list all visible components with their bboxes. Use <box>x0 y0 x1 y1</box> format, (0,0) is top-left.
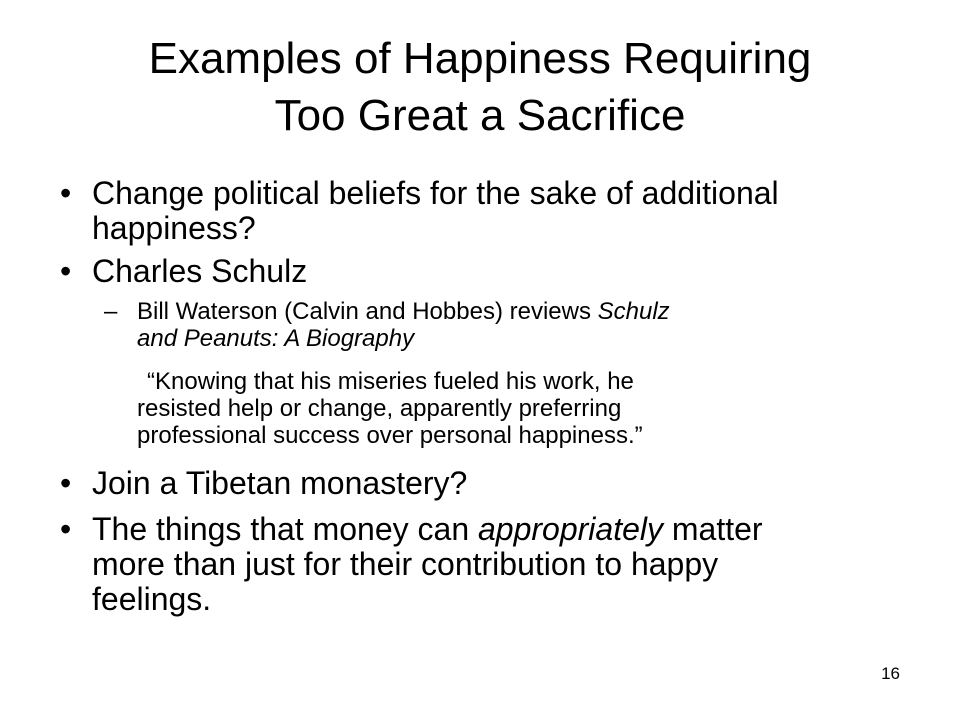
bullet-text: Join a Tibetan monastery? <box>92 465 468 501</box>
bullet-text-plain: matter <box>663 511 763 547</box>
slide-title-line-2: Too Great a Sacrifice <box>274 91 686 140</box>
book-title-part-1: Schulz <box>597 298 670 325</box>
bullet-charles-schulz <box>60 254 910 289</box>
bullet-text-plain: The things that money can <box>92 511 478 547</box>
page-number: 16 <box>881 664 900 683</box>
quote-line: “Knowing that his miseries fueled his work, he <box>147 368 634 395</box>
emphasis-appropriately: appropriately <box>478 511 663 547</box>
bullet-text: Charles Schulz <box>92 253 308 289</box>
bullet-marker: • <box>60 465 72 501</box>
bullet-text-line: more than just for their contribution to happy <box>92 546 719 582</box>
bullet-text-line: happiness? <box>92 210 256 246</box>
slide-title <box>40 30 920 144</box>
sub-bullet-marker: – <box>104 298 118 325</box>
bullet-text-line: feelings. <box>92 581 212 617</box>
bullet-text <box>92 512 910 617</box>
book-title-part-2: and Peanuts: A Biography <box>137 325 415 352</box>
bullet-text <box>92 176 910 246</box>
bullet-tibetan-monastery <box>60 466 910 501</box>
sub-bullet-text-plain: Bill Waterson (Calvin and Hobbes) reviews <box>137 298 598 325</box>
bullet-marker: • <box>60 253 72 289</box>
slide-title-line-1: Examples of Happiness Requiring <box>148 34 812 83</box>
bullet-political-beliefs <box>60 176 910 246</box>
sub-bullet-text <box>137 298 894 352</box>
bullet-marker: • <box>60 175 72 211</box>
bullet-money-matters <box>60 512 910 617</box>
bullet-text-line: Change political beliefs for the sake of additional <box>92 175 779 211</box>
quote-line: resisted help or change, apparently preferring <box>137 395 622 422</box>
schulz-quote <box>137 368 837 449</box>
bullet-marker: • <box>60 511 72 547</box>
sub-bullet-waterson-review <box>104 298 894 352</box>
quote-line: professional success over personal happiness.” <box>137 422 643 449</box>
